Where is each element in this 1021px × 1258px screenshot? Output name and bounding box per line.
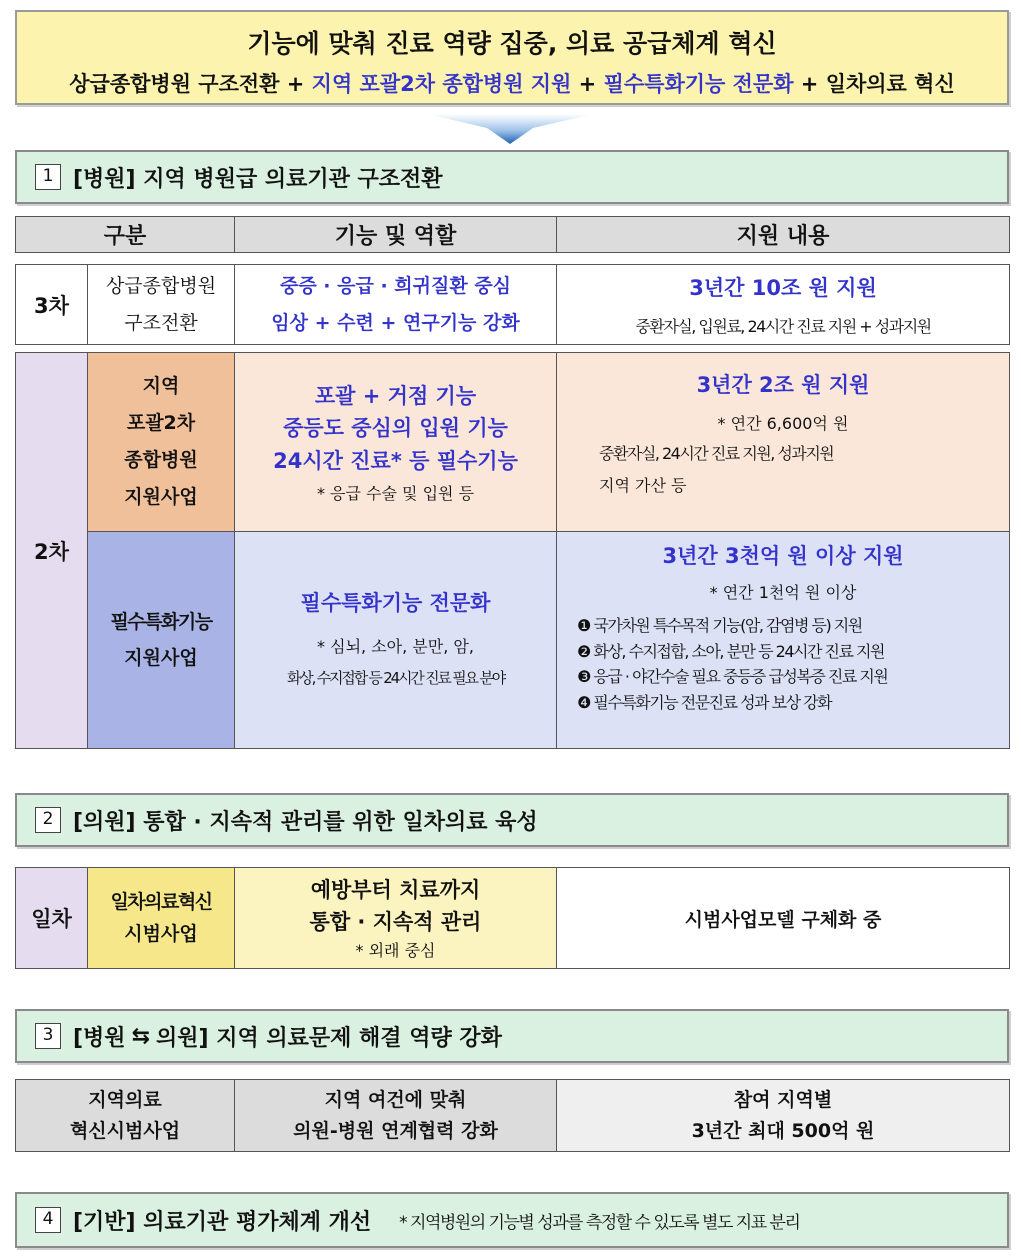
regional-table (15, 1079, 1010, 1152)
role-cell (235, 1080, 557, 1152)
program-name (88, 353, 235, 532)
support-cell (557, 1080, 1010, 1152)
section-2-header (15, 793, 1009, 847)
role-cell (235, 353, 557, 532)
section-4-header (15, 1192, 1009, 1248)
support-detail: 중환자실, 입원료, 24시간 진료 지원 + 성과지원 (635, 317, 931, 336)
support-line: 참여 지역별 (733, 1089, 833, 1112)
program-name-line: 지원사업 (124, 647, 198, 669)
section-number: 1 (35, 164, 61, 190)
program-name (88, 868, 235, 969)
list-item: ❶ 국가차원 특수목적 기능(암, 감염병 등) 지원 (577, 616, 862, 635)
list-item: ❸ 응급 · 야간수술 필요 중등증 급성복증 진료 지원 (577, 667, 888, 687)
role-cell (235, 532, 557, 749)
support-cell: 시범사업모델 구체화 중 (557, 868, 1010, 969)
program-name-line: 지원사업 (124, 486, 198, 509)
role-cell (235, 265, 557, 345)
section-number: 2 (35, 807, 61, 833)
program-name (88, 265, 235, 345)
banner-subtitle (17, 68, 1007, 98)
support-line: 지역 가산 등 (599, 476, 687, 495)
down-arrow-icon (425, 110, 595, 148)
role-note: * 심뇌, 소아, 분만, 암, (317, 637, 474, 656)
section-title-part: 의원] 지역 의료문제 해결 역량 강화 (156, 1025, 502, 1051)
role-line: 의원-병원 연계협력 강화 (293, 1119, 498, 1142)
subtitle-part: 필수특화기능 전문화 (603, 72, 794, 96)
tier3-table (15, 216, 1010, 345)
program-name-line: 혁신시범사업 (69, 1119, 181, 1142)
role-line: 예방부터 치료까지 (310, 878, 481, 902)
role-line: 포괄 + 거점 기능 (314, 383, 477, 408)
subtitle-part: + 일차의료 혁신 (793, 72, 955, 96)
role-line: 임상 + 수련 + 연구기능 강화 (271, 311, 520, 334)
support-list (557, 613, 1009, 715)
subtitle-part: 상급종합병원 구조전환 (69, 72, 287, 96)
program-name (16, 1080, 235, 1152)
support-note: * 연간 6,600억 원 (717, 414, 849, 433)
tier2-table (15, 352, 1010, 749)
support-line: 3년간 최대 500억 원 (691, 1119, 875, 1142)
section-3-header (15, 1009, 1009, 1063)
program-name-line: 일차의료혁신 (110, 890, 212, 913)
section-note: * 지역병원의 기능별 성과를 측정할 수 있도록 별도 지표 분리 (399, 1212, 800, 1233)
support-title: 3년간 10조 원 지원 (689, 276, 877, 300)
tier-label: 2차 (16, 353, 88, 749)
support-cell (557, 532, 1010, 749)
subtitle-part: 지역 포괄2차 종합병원 지원 (311, 72, 572, 96)
tier-label: 일차 (16, 868, 88, 969)
header-category: 구분 (16, 217, 235, 253)
section-number: 4 (35, 1207, 61, 1233)
support-cell (557, 265, 1010, 345)
section-title: [의원] 통합 · 지속적 관리를 위한 일차의료 육성 (73, 809, 538, 835)
role-line: 지역 여건에 맞춰 (324, 1089, 467, 1112)
program-name-line: 포괄2차 (126, 411, 196, 434)
section-title: [병원] 지역 병원급 의료기관 구조전환 (73, 166, 443, 192)
support-title: 3년간 2조 원 지원 (696, 373, 870, 397)
program-name-line: 시범사업 (124, 923, 198, 945)
role-title: 필수특화기능 전문화 (300, 591, 491, 615)
list-item: ❷ 화상, 수지접합, 소아, 분만 등 24시간 진료 지원 (577, 641, 884, 661)
role-cell (235, 868, 557, 969)
program-name-line: 상급종합병원 (105, 275, 217, 298)
section-1-header (15, 150, 1009, 204)
list-item: ❹ 필수특화기능 전문진료 성과 보상 강화 (577, 692, 832, 712)
bidirectional-arrow-icon: ⇆ (131, 1023, 150, 1049)
program-name-line: 구조전환 (124, 311, 198, 334)
role-line: 중증 · 응급 · 희귀질환 중심 (279, 275, 512, 298)
section-title: [기반] 의료기관 평가체계 개선 (73, 1209, 372, 1235)
program-name-line: 종합병원 (124, 449, 198, 471)
top-banner (15, 10, 1009, 105)
primary-care-table (15, 867, 1010, 969)
header-role: 기능 및 역할 (235, 217, 557, 253)
support-note: * 연간 1천억 원 이상 (709, 583, 857, 602)
subtitle-part: + (286, 72, 312, 96)
support-line: 중환자실, 24시간 진료 지원, 성과지원 (599, 444, 834, 463)
role-line: 통합 · 지속적 관리 (309, 909, 482, 934)
program-name (88, 532, 235, 749)
section-title-part: [병원 (73, 1025, 126, 1051)
header-support: 지원 내용 (557, 217, 1010, 253)
program-name-line: 지역 (142, 374, 180, 397)
role-note: * 응급 수술 및 입원 등 (316, 484, 475, 504)
tier-label: 3차 (16, 265, 88, 345)
program-name-line: 필수특화기능 (110, 610, 212, 633)
role-note: * 외래 중심 (355, 941, 436, 960)
role-line: 중등도 중심의 입원 기능 (283, 416, 508, 441)
subtitle-part: + (571, 72, 604, 96)
role-line: 24시간 진료* 등 필수기능 (273, 448, 518, 473)
support-title: 3년간 3천억 원 이상 지원 (662, 544, 904, 568)
section-number: 3 (35, 1023, 61, 1049)
role-note: 화상, 수지접합 등 24시간 진료 필요 분야 (286, 669, 504, 687)
banner-title: 기능에 맞춰 진료 역량 집중, 의료 공급체계 혁신 (247, 29, 777, 58)
program-name-line: 지역의료 (88, 1089, 162, 1112)
support-cell (557, 353, 1010, 532)
